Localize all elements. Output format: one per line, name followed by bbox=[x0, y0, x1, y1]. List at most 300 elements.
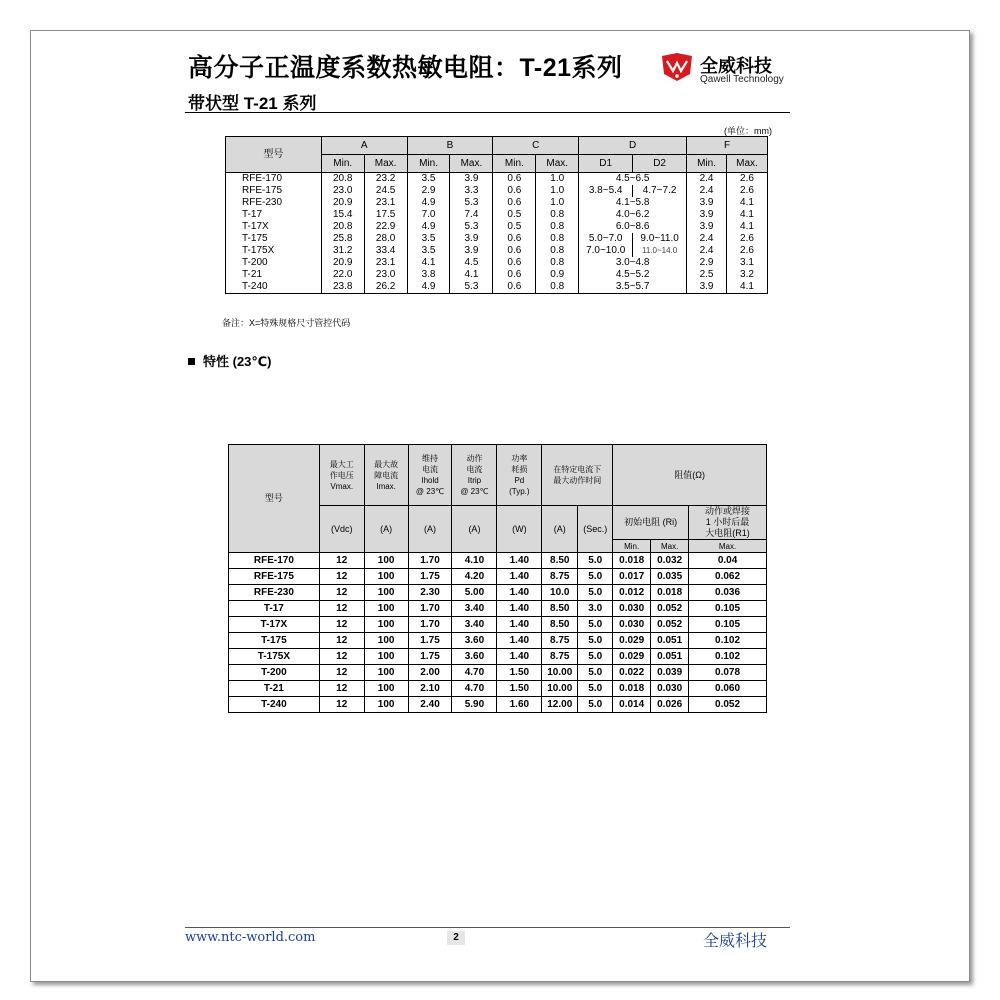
min-header: Min. bbox=[493, 155, 536, 173]
cell: 33.4 bbox=[364, 245, 407, 257]
table-row bbox=[229, 601, 767, 617]
cell: 3.40 bbox=[452, 617, 497, 633]
table-row bbox=[226, 221, 768, 233]
max-header: Max. bbox=[536, 155, 579, 173]
cell: 3.9 bbox=[687, 209, 727, 221]
cell: 8.75 bbox=[542, 569, 578, 585]
model-cell: RFE-170 bbox=[226, 173, 322, 186]
cell: 12 bbox=[319, 617, 364, 633]
table-row bbox=[229, 681, 767, 697]
cell: 3.3 bbox=[450, 185, 493, 197]
model-cell: T-240 bbox=[229, 697, 320, 713]
max-header: Max. bbox=[450, 155, 493, 173]
header-line: 耗损 bbox=[511, 465, 528, 474]
cell: 1.70 bbox=[408, 601, 452, 617]
cell: 4.9 bbox=[407, 197, 450, 209]
cell: 4.10 bbox=[452, 553, 497, 569]
model-cell: T-21 bbox=[226, 269, 322, 281]
d2-header: D2 bbox=[633, 155, 687, 173]
cell: 8.50 bbox=[542, 601, 578, 617]
cell: 3.8 bbox=[407, 269, 450, 281]
cell: 12 bbox=[319, 681, 364, 697]
cell: 0.051 bbox=[651, 633, 689, 649]
cell: 1.0 bbox=[536, 185, 579, 197]
cell: 0.052 bbox=[651, 601, 689, 617]
cell: 2.4 bbox=[687, 233, 727, 245]
unit-pd: (W) bbox=[497, 506, 542, 553]
unit-ihold: (A) bbox=[408, 506, 452, 553]
cell: 100 bbox=[364, 617, 408, 633]
page-title: 高分子正温度系数热敏电阻：T-21系列 bbox=[188, 54, 623, 82]
cell: 25.8 bbox=[321, 233, 364, 245]
cell: 0.062 bbox=[689, 569, 767, 585]
cell: 0.6 bbox=[493, 197, 536, 209]
cell: 2.6 bbox=[726, 245, 767, 257]
ri-min-header: Min. bbox=[613, 540, 651, 553]
cell: 5.3 bbox=[450, 221, 493, 233]
cell: 23.0 bbox=[364, 269, 407, 281]
resistance-header: 阻值(Ω) bbox=[613, 445, 767, 506]
cell: 4.20 bbox=[452, 569, 497, 585]
cell: 0.018 bbox=[613, 681, 651, 697]
cell: 3.1 bbox=[726, 257, 767, 269]
cell: 0.051 bbox=[651, 649, 689, 665]
cell: 24.5 bbox=[364, 185, 407, 197]
cell: 3.5 bbox=[407, 233, 450, 245]
cell: 20.9 bbox=[321, 197, 364, 209]
header-line: 功率 bbox=[511, 454, 528, 463]
cell: 3.9 bbox=[450, 173, 493, 186]
cell: 12.00 bbox=[542, 697, 578, 713]
d2-cell: 9.0~11.0 bbox=[633, 233, 687, 245]
cell: 12 bbox=[319, 585, 364, 601]
header-line: 最大故 bbox=[374, 459, 399, 469]
cell: 3.9 bbox=[450, 245, 493, 257]
cell: 5.90 bbox=[452, 697, 497, 713]
cell: 0.6 bbox=[493, 185, 536, 197]
cell: 31.2 bbox=[321, 245, 364, 257]
cell: 0.018 bbox=[613, 553, 651, 569]
cell: 17.5 bbox=[364, 209, 407, 221]
vmax-header bbox=[319, 445, 364, 506]
cell: 1.70 bbox=[408, 617, 452, 633]
cell: 100 bbox=[364, 585, 408, 601]
cell: 2.5 bbox=[687, 269, 727, 281]
unit-label: (单位：mm) bbox=[724, 126, 772, 136]
cell: 5.0 bbox=[578, 569, 613, 585]
cell: 1.0 bbox=[536, 173, 579, 186]
cell: 2.4 bbox=[687, 185, 727, 197]
dimension-table bbox=[225, 136, 768, 294]
cell: 3.40 bbox=[452, 601, 497, 617]
min-header: Min. bbox=[687, 155, 727, 173]
section-title: 特性 (23℃) bbox=[203, 354, 272, 369]
header-line: 动作 bbox=[466, 454, 483, 463]
header-line: 维持 bbox=[422, 454, 439, 463]
cell: 12 bbox=[319, 665, 364, 681]
cell: 0.8 bbox=[536, 221, 579, 233]
r1-header bbox=[689, 506, 767, 540]
cell: 100 bbox=[364, 649, 408, 665]
group-header-b: B bbox=[407, 137, 493, 155]
imax-header bbox=[364, 445, 408, 506]
footer-rule bbox=[185, 927, 790, 928]
cell: 2.6 bbox=[726, 173, 767, 186]
cell: 4.1 bbox=[407, 257, 450, 269]
cell: 5.0 bbox=[578, 649, 613, 665]
logo-mark-icon bbox=[660, 52, 694, 82]
cell: 0.060 bbox=[689, 681, 767, 697]
itrip-header bbox=[452, 445, 497, 506]
cell: 3.9 bbox=[687, 221, 727, 233]
model-cell: T-240 bbox=[226, 281, 322, 294]
cell: 3.5 bbox=[407, 245, 450, 257]
model-cell: T-175 bbox=[229, 633, 320, 649]
header-line: 障电流 bbox=[374, 470, 399, 480]
cell: 2.6 bbox=[726, 233, 767, 245]
d-range-cell: 4.5~6.5 bbox=[579, 173, 687, 186]
cell: 12 bbox=[319, 601, 364, 617]
cell: 0.105 bbox=[689, 601, 767, 617]
table-row bbox=[226, 233, 768, 245]
cell: 0.078 bbox=[689, 665, 767, 681]
header-line: Ihold bbox=[421, 476, 439, 485]
header-line: 最大动作时间 bbox=[553, 476, 602, 485]
cell: 1.60 bbox=[497, 697, 542, 713]
cell: 8.75 bbox=[542, 649, 578, 665]
cell: 4.1 bbox=[726, 281, 767, 294]
cell: 2.6 bbox=[726, 185, 767, 197]
cell: 0.6 bbox=[493, 233, 536, 245]
table-row bbox=[226, 209, 768, 221]
cell: 3.2 bbox=[726, 269, 767, 281]
model-cell: T-21 bbox=[229, 681, 320, 697]
group-header-f: F bbox=[687, 137, 768, 155]
cell: 8.50 bbox=[542, 617, 578, 633]
trip-time-header bbox=[542, 445, 613, 506]
cell: 4.1 bbox=[450, 269, 493, 281]
cell: 0.017 bbox=[613, 569, 651, 585]
page-subtitle: 带状型 T-21 系列 bbox=[188, 94, 317, 113]
header-line: Vmax. bbox=[330, 481, 354, 491]
cell: 12 bbox=[319, 553, 364, 569]
cell: 100 bbox=[364, 601, 408, 617]
table-row bbox=[229, 649, 767, 665]
header-line: 电流 bbox=[466, 465, 483, 474]
cell: 4.9 bbox=[407, 281, 450, 294]
table-row bbox=[229, 585, 767, 601]
cell: 4.1 bbox=[726, 197, 767, 209]
cell: 1.40 bbox=[497, 649, 542, 665]
cell: 5.0 bbox=[578, 697, 613, 713]
table-row bbox=[226, 245, 768, 257]
cell: 12 bbox=[319, 649, 364, 665]
model-cell: RFE-230 bbox=[229, 585, 320, 601]
d-range-cell: 4.1~5.8 bbox=[579, 197, 687, 209]
cell: 1.70 bbox=[408, 553, 452, 569]
d-range-cell: 3.0~4.8 bbox=[579, 257, 687, 269]
model-cell: T-200 bbox=[229, 665, 320, 681]
cell: 10.0 bbox=[542, 585, 578, 601]
cell: 8.50 bbox=[542, 553, 578, 569]
cell: 1.40 bbox=[497, 617, 542, 633]
cell: 23.1 bbox=[364, 197, 407, 209]
d1-cell: 7.0~10.0 bbox=[579, 245, 633, 257]
cell: 0.5 bbox=[493, 209, 536, 221]
cell: 4.9 bbox=[407, 221, 450, 233]
cell: 0.6 bbox=[493, 173, 536, 186]
table-row bbox=[226, 269, 768, 281]
unit-time: (Sec.) bbox=[578, 506, 613, 553]
cell: 0.030 bbox=[613, 617, 651, 633]
cell: 100 bbox=[364, 697, 408, 713]
page-number: 2 bbox=[447, 931, 465, 945]
cell: 5.0 bbox=[578, 617, 613, 633]
cell: 23.8 bbox=[321, 281, 364, 294]
cell: 0.105 bbox=[689, 617, 767, 633]
d-range-cell: 6.0~8.6 bbox=[579, 221, 687, 233]
cell: 2.4 bbox=[687, 173, 727, 186]
cell: 100 bbox=[364, 665, 408, 681]
cell: 1.40 bbox=[497, 633, 542, 649]
ri-header: 初始电阻 (Ri) bbox=[613, 506, 689, 540]
logo-cn: 全威科技 bbox=[700, 56, 772, 76]
cell: 2.40 bbox=[408, 697, 452, 713]
table-row bbox=[226, 197, 768, 209]
cell: 3.60 bbox=[452, 633, 497, 649]
cell: 2.9 bbox=[407, 185, 450, 197]
cell: 4.5 bbox=[450, 257, 493, 269]
max-header: Max. bbox=[726, 155, 767, 173]
cell: 22.9 bbox=[364, 221, 407, 233]
cell: 100 bbox=[364, 633, 408, 649]
d1-header: D1 bbox=[579, 155, 633, 173]
header-line: Pd bbox=[514, 476, 525, 485]
header-line: Imax. bbox=[376, 481, 396, 491]
d-range-cell: 3.5~5.7 bbox=[579, 281, 687, 294]
header-line: 在特定电流下 bbox=[553, 465, 602, 474]
cell: 7.4 bbox=[450, 209, 493, 221]
cell: 26.2 bbox=[364, 281, 407, 294]
cell: 5.0 bbox=[578, 681, 613, 697]
table-row bbox=[226, 173, 768, 186]
cell: 1.50 bbox=[497, 681, 542, 697]
website-link[interactable]: www.ntc-world.com bbox=[185, 930, 316, 945]
cell: 2.4 bbox=[687, 245, 727, 257]
cell: 0.6 bbox=[493, 281, 536, 294]
model-cell: T-17X bbox=[226, 221, 322, 233]
model-cell: RFE-170 bbox=[229, 553, 320, 569]
table-row bbox=[229, 633, 767, 649]
cell: 5.00 bbox=[452, 585, 497, 601]
table-row bbox=[226, 185, 768, 197]
table-row bbox=[226, 281, 768, 294]
cell: 1.40 bbox=[497, 569, 542, 585]
model-cell: RFE-230 bbox=[226, 197, 322, 209]
cell: 0.8 bbox=[536, 257, 579, 269]
cell: 0.102 bbox=[689, 633, 767, 649]
header-line: 电流 bbox=[422, 465, 439, 474]
cell: 100 bbox=[364, 569, 408, 585]
cell: 0.5 bbox=[493, 221, 536, 233]
cell: 0.8 bbox=[536, 209, 579, 221]
cell: 0.018 bbox=[651, 585, 689, 601]
model-cell: RFE-175 bbox=[229, 569, 320, 585]
cell: 5.3 bbox=[450, 281, 493, 294]
cell: 4.1 bbox=[726, 221, 767, 233]
d-range-cell: 4.5~5.2 bbox=[579, 269, 687, 281]
header-line: @ 23℃ bbox=[415, 487, 445, 496]
cell: 0.014 bbox=[613, 697, 651, 713]
cell: 0.8 bbox=[536, 281, 579, 294]
model-cell: T-17 bbox=[229, 601, 320, 617]
cell: 0.052 bbox=[689, 697, 767, 713]
cell: 3.9 bbox=[687, 281, 727, 294]
unit-vmax: (Vdc) bbox=[319, 506, 364, 553]
model-cell: T-175X bbox=[229, 649, 320, 665]
cell: 5.0 bbox=[578, 633, 613, 649]
cell: 20.8 bbox=[321, 221, 364, 233]
header-line: 动作或焊接 bbox=[705, 506, 751, 516]
cell: 0.029 bbox=[613, 649, 651, 665]
cell: 1.40 bbox=[497, 585, 542, 601]
cell: 23.1 bbox=[364, 257, 407, 269]
bullet-square-icon bbox=[188, 358, 195, 365]
table-row bbox=[229, 569, 767, 585]
min-header: Min. bbox=[407, 155, 450, 173]
header-line: 最大工 bbox=[329, 459, 354, 469]
min-header: Min. bbox=[321, 155, 364, 173]
cell: 12 bbox=[319, 633, 364, 649]
header-line: Itrip bbox=[467, 476, 482, 485]
cell: 0.052 bbox=[651, 617, 689, 633]
cell: 0.036 bbox=[689, 585, 767, 601]
cell: 5.3 bbox=[450, 197, 493, 209]
cell: 0.035 bbox=[651, 569, 689, 585]
cell: 28.0 bbox=[364, 233, 407, 245]
cell: 1.0 bbox=[536, 197, 579, 209]
model-header: 型号 bbox=[226, 137, 322, 173]
cell: 7.0 bbox=[407, 209, 450, 221]
table-row bbox=[229, 697, 767, 713]
cell: 23.2 bbox=[364, 173, 407, 186]
header-line: 大电阻(R1) bbox=[705, 528, 750, 538]
cell: 5.0 bbox=[578, 553, 613, 569]
cell: 2.00 bbox=[408, 665, 452, 681]
footer-brand: 全威科技 bbox=[703, 933, 768, 950]
cell: 1.75 bbox=[408, 649, 452, 665]
cell: 0.04 bbox=[689, 553, 767, 569]
cell: 0.102 bbox=[689, 649, 767, 665]
section-heading bbox=[188, 351, 271, 370]
cell: 8.75 bbox=[542, 633, 578, 649]
cell: 10.00 bbox=[542, 681, 578, 697]
cell: 0.8 bbox=[536, 233, 579, 245]
cell: 2.10 bbox=[408, 681, 452, 697]
cell: 0.026 bbox=[651, 697, 689, 713]
max-header: Max. bbox=[364, 155, 407, 173]
model-cell: T-17 bbox=[226, 209, 322, 221]
cell: 10.00 bbox=[542, 665, 578, 681]
model-header: 型号 bbox=[229, 445, 320, 553]
table-row bbox=[229, 617, 767, 633]
d1-cell: 5.0~7.0 bbox=[579, 233, 633, 245]
company-logo bbox=[660, 52, 790, 88]
characteristics-table bbox=[228, 444, 767, 713]
model-cell: RFE-175 bbox=[226, 185, 322, 197]
cell: 5.0 bbox=[578, 665, 613, 681]
group-header-a: A bbox=[321, 137, 407, 155]
cell: 12 bbox=[319, 697, 364, 713]
cell: 0.029 bbox=[613, 633, 651, 649]
cell: 0.6 bbox=[493, 245, 536, 257]
cell: 2.9 bbox=[687, 257, 727, 269]
group-header-c: C bbox=[493, 137, 579, 155]
cell: 0.039 bbox=[651, 665, 689, 681]
cell: 0.030 bbox=[613, 601, 651, 617]
cell: 2.30 bbox=[408, 585, 452, 601]
unit-imax: (A) bbox=[364, 506, 408, 553]
unit-current: (A) bbox=[542, 506, 578, 553]
cell: 100 bbox=[364, 681, 408, 697]
cell: 0.032 bbox=[651, 553, 689, 569]
cell: 1.75 bbox=[408, 633, 452, 649]
model-cell: T-200 bbox=[226, 257, 322, 269]
logo-en: Qawell Technology bbox=[700, 74, 784, 85]
table-row bbox=[229, 665, 767, 681]
header-line: @ 23℃ bbox=[460, 487, 489, 496]
cell: 1.75 bbox=[408, 569, 452, 585]
cell: 4.70 bbox=[452, 681, 497, 697]
cell: 20.8 bbox=[321, 173, 364, 186]
cell: 3.9 bbox=[687, 197, 727, 209]
model-cell: T-175X bbox=[226, 245, 322, 257]
unit-itrip: (A) bbox=[452, 506, 497, 553]
cell: 3.60 bbox=[452, 649, 497, 665]
cell: 15.4 bbox=[321, 209, 364, 221]
cell: 12 bbox=[319, 569, 364, 585]
model-cell: T-17X bbox=[229, 617, 320, 633]
header-line: (Typ.) bbox=[509, 487, 530, 496]
table-row bbox=[226, 257, 768, 269]
cell: 4.70 bbox=[452, 665, 497, 681]
cell: 5.0 bbox=[578, 585, 613, 601]
d-range-cell: 4.0~6.2 bbox=[579, 209, 687, 221]
header-rule bbox=[185, 112, 790, 113]
r1-max-header: Max. bbox=[689, 540, 767, 553]
group-header-d: D bbox=[579, 137, 687, 155]
cell: 0.8 bbox=[536, 245, 579, 257]
cell: 20.9 bbox=[321, 257, 364, 269]
cell: 4.1 bbox=[726, 209, 767, 221]
pd-header bbox=[497, 445, 542, 506]
cell: 0.9 bbox=[536, 269, 579, 281]
cell: 3.0 bbox=[578, 601, 613, 617]
cell: 23.0 bbox=[321, 185, 364, 197]
cell: 22.0 bbox=[321, 269, 364, 281]
ri-max-header: Max. bbox=[651, 540, 689, 553]
cell: 0.012 bbox=[613, 585, 651, 601]
cell: 3.9 bbox=[450, 233, 493, 245]
ihold-header bbox=[408, 445, 452, 506]
cell: 0.6 bbox=[493, 269, 536, 281]
cell: 100 bbox=[364, 553, 408, 569]
header-line: 作电压 bbox=[329, 470, 354, 480]
cell: 0.022 bbox=[613, 665, 651, 681]
d2-cell: 11.0~14.0 bbox=[633, 245, 687, 257]
table-row bbox=[229, 553, 767, 569]
model-cell: T-175 bbox=[226, 233, 322, 245]
